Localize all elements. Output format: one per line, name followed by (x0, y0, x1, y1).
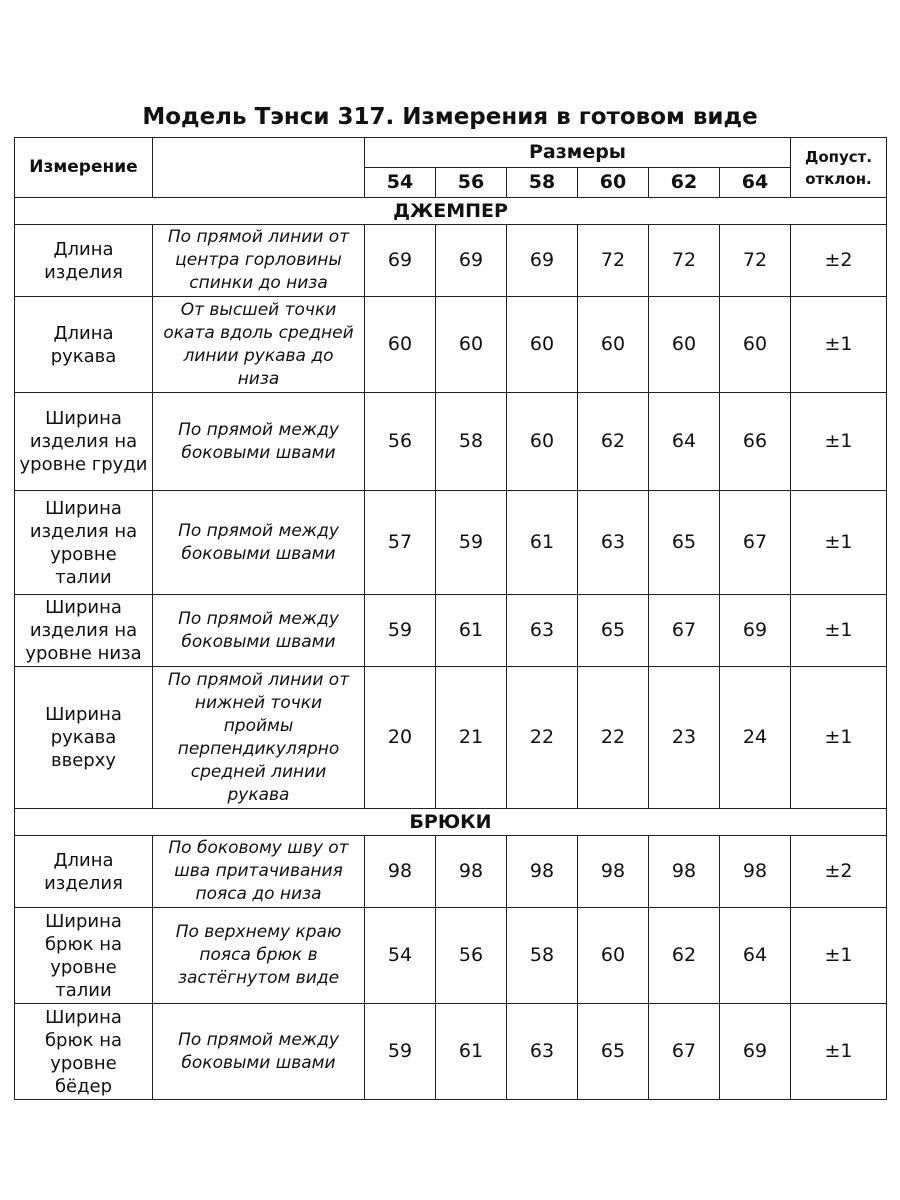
size-value: 98 (649, 836, 720, 908)
size-value: 64 (720, 908, 791, 1004)
measurement-description (153, 225, 365, 297)
size-value: 67 (720, 491, 791, 595)
measurement-description-line: центра горловины (175, 250, 342, 270)
tolerance-value: ±1 (791, 908, 887, 1004)
measurement-description-line: боковыми швами (181, 543, 336, 564)
measurement-name-line: уровне (50, 543, 117, 565)
size-value: 67 (649, 1004, 720, 1100)
measurement-description (153, 667, 365, 809)
measurement-description-line: низа (237, 368, 280, 389)
size-value: 24 (720, 667, 791, 809)
table-row (15, 297, 887, 393)
page-title: Модель Тэнси 317. Измерения в готовом виде (142, 104, 758, 130)
size-value: 60 (507, 297, 578, 393)
measurement-description (153, 491, 365, 595)
section-row (15, 809, 887, 836)
size-column-header: 64 (720, 168, 791, 198)
tolerance-value: ±1 (791, 595, 887, 667)
measurement-description-line: пояса до низа (195, 884, 322, 904)
measurement-description-line: перпендикулярно (177, 738, 340, 759)
measurement-description-line: нижней точки (194, 692, 323, 713)
measurement-name (15, 297, 153, 393)
measurement-description-line: По прямой между (178, 608, 339, 629)
tolerance-value: ±2 (791, 836, 887, 908)
measurement-name-line: Длина (53, 849, 114, 871)
size-column-header: 54 (365, 168, 436, 198)
measurement-name-line: рукава (50, 345, 117, 367)
measurements-table (14, 137, 887, 1100)
size-value: 98 (720, 836, 791, 908)
measurement-description-line: шва притачивания (174, 861, 343, 881)
measurement-description-line: пояса брюк в (199, 945, 318, 965)
size-value: 69 (507, 225, 578, 297)
measurement-description-line: боковыми швами (181, 442, 336, 463)
measurement-description-line: рукава (227, 784, 290, 805)
size-value: 98 (436, 836, 507, 908)
measurement-name-line: Длина (53, 238, 114, 260)
size-value: 65 (578, 1004, 649, 1100)
size-value: 98 (578, 836, 649, 908)
size-value: 56 (436, 908, 507, 1004)
measurement-name-line: Длина (53, 322, 114, 344)
size-column-header: 60 (578, 168, 649, 198)
size-value: 60 (507, 393, 578, 491)
size-column-header: 56 (436, 168, 507, 198)
measurement-description (153, 393, 365, 491)
measurement-name (15, 908, 153, 1004)
measurement-name (15, 393, 153, 491)
size-value: 63 (507, 595, 578, 667)
size-value: 20 (365, 667, 436, 809)
measurement-name-line: талии (55, 979, 112, 1001)
size-value: 60 (578, 908, 649, 1004)
size-value: 61 (436, 595, 507, 667)
measurement-name (15, 667, 153, 809)
size-column-header: 62 (649, 168, 720, 198)
measurement-name-line: рукава (50, 727, 117, 748)
measurement-name-line: изделия на (29, 431, 138, 452)
measurement-name-line: вверху (50, 750, 117, 771)
size-value: 21 (436, 667, 507, 809)
measurement-description (153, 595, 365, 667)
section-title: БРЮКИ (15, 809, 887, 836)
measurement-name (15, 836, 153, 908)
table-row (15, 393, 887, 491)
size-value: 65 (578, 595, 649, 667)
measurement-description (153, 836, 365, 908)
size-value: 23 (649, 667, 720, 809)
size-value: 62 (649, 908, 720, 1004)
measurement-name (15, 595, 153, 667)
size-value: 58 (436, 393, 507, 491)
measurement-name (15, 1004, 153, 1100)
table-row (15, 491, 887, 595)
measurement-description-line: По верхнему краю (175, 922, 342, 942)
measurement-description-line: проймы (223, 715, 294, 736)
tolerance-value: ±1 (791, 297, 887, 393)
table-row (15, 667, 887, 809)
size-value: 22 (578, 667, 649, 809)
size-value: 59 (365, 1004, 436, 1100)
measurement-name-line: уровне груди (19, 454, 148, 475)
measurement-description-line: По боковому шву от (168, 838, 349, 858)
measurement-header: Измерение (15, 138, 153, 198)
measurement-name-line: Ширина (45, 408, 122, 429)
measurement-name-line: талии (55, 566, 112, 588)
measurement-description-line: спинки до низа (189, 273, 328, 293)
measurement-name-line: уровне (50, 956, 117, 978)
size-value: 72 (720, 225, 791, 297)
tolerance-value: ±1 (791, 393, 887, 491)
measurement-description-line: линии рукава до (183, 345, 334, 366)
measurement-name (15, 225, 153, 297)
size-column-header: 58 (507, 168, 578, 198)
size-value: 59 (365, 595, 436, 667)
tolerance-header (791, 138, 887, 198)
size-value: 56 (365, 393, 436, 491)
table-row (15, 836, 887, 908)
size-value: 72 (578, 225, 649, 297)
size-value: 69 (720, 595, 791, 667)
measurement-description-line: По прямой между (178, 1029, 339, 1050)
measurement-description-line: оката вдоль средней (163, 322, 354, 343)
size-value: 61 (507, 491, 578, 595)
measurement-description-line: боковыми швами (181, 1052, 336, 1073)
size-value: 69 (365, 225, 436, 297)
tolerance-header-line: отклон. (805, 169, 872, 188)
section-row (15, 198, 887, 225)
size-value: 72 (649, 225, 720, 297)
size-value: 57 (365, 491, 436, 595)
tolerance-value: ±2 (791, 225, 887, 297)
measurement-name-line: Ширина (45, 597, 122, 618)
size-value: 54 (365, 908, 436, 1004)
measurement-description (153, 1004, 365, 1100)
measurement-name-line: изделия на (29, 620, 138, 641)
size-value: 59 (436, 491, 507, 595)
size-value: 60 (578, 297, 649, 393)
measurement-description-line: От высшей точки (180, 299, 337, 320)
measurement-name-line: Ширина (45, 1006, 122, 1028)
size-value: 22 (507, 667, 578, 809)
size-value: 69 (720, 1004, 791, 1100)
measurement-name-line: уровне низа (25, 643, 142, 664)
size-value: 63 (578, 491, 649, 595)
measurement-name-line: изделия (44, 872, 123, 894)
measurement-name-line: уровне (50, 1052, 117, 1074)
size-value: 60 (365, 297, 436, 393)
tolerance-header-line: Допуст. (804, 147, 873, 166)
table-row (15, 595, 887, 667)
measurement-description-line: По прямой между (178, 520, 339, 541)
measurement-description (153, 908, 365, 1004)
size-value: 63 (507, 1004, 578, 1100)
measurement-description-line: По прямой между (178, 419, 339, 440)
size-value: 64 (649, 393, 720, 491)
size-value: 66 (720, 393, 791, 491)
measurement-description-line: боковыми швами (181, 631, 336, 652)
tolerance-value: ±1 (791, 491, 887, 595)
size-value: 60 (436, 297, 507, 393)
size-value: 62 (578, 393, 649, 491)
measurement-name-line: изделия на (29, 520, 138, 542)
measurement-description-line: средней линии (190, 761, 327, 782)
measurement-name-line: изделия (44, 261, 123, 283)
measurement-name-line: брюк на (44, 1029, 123, 1051)
tolerance-value: ±1 (791, 667, 887, 809)
size-value: 98 (507, 836, 578, 908)
measurement-name-line: брюк на (44, 933, 123, 955)
measurement-name (15, 491, 153, 595)
measurement-description-line: По прямой линии от (167, 669, 350, 690)
size-value: 61 (436, 1004, 507, 1100)
measurement-name-line: Ширина (45, 704, 122, 725)
size-value: 67 (649, 595, 720, 667)
table-row (15, 225, 887, 297)
description-header (153, 138, 365, 198)
size-value: 98 (365, 836, 436, 908)
tolerance-value: ±1 (791, 1004, 887, 1100)
measurement-name-line: бёдер (54, 1075, 113, 1097)
measurement-name-line: Ширина (45, 497, 122, 519)
measurement-description-line: застёгнутом виде (177, 968, 340, 988)
measurement-description (153, 297, 365, 393)
size-value: 60 (720, 297, 791, 393)
size-value: 60 (649, 297, 720, 393)
size-value: 69 (436, 225, 507, 297)
size-value: 65 (649, 491, 720, 595)
section-title: ДЖЕМПЕР (15, 198, 887, 225)
size-value: 58 (507, 908, 578, 1004)
sizes-header: Размеры (365, 138, 791, 168)
table-row (15, 1004, 887, 1100)
measurement-name-line: Ширина (45, 910, 122, 932)
table-row (15, 908, 887, 1004)
measurement-description-line: По прямой линии от (167, 227, 350, 247)
